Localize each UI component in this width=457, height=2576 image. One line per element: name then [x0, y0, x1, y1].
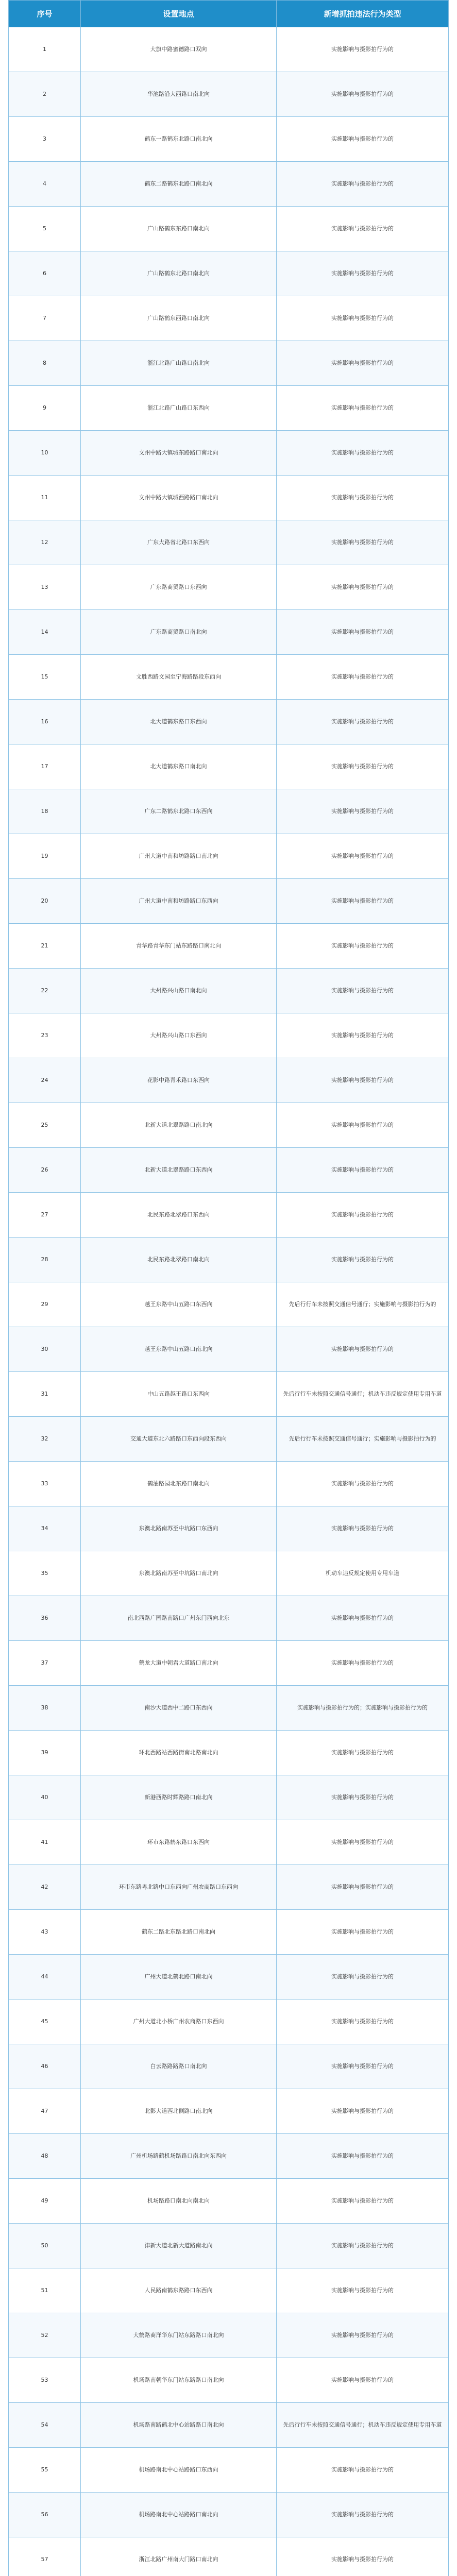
- cell-violation-type: 实施影响与摄影拍行为的: [277, 2044, 449, 2089]
- cell-serial-number: 32: [9, 1417, 81, 1462]
- cell-location: 广州大道中南和坊路路口南北向: [81, 834, 277, 879]
- cell-violation-type: 实施影响与摄影拍行为的: [277, 789, 449, 834]
- table-row: [9, 1327, 449, 1372]
- cell-location: 机场路南路鹤北中心站路路口南北向: [81, 2403, 277, 2448]
- table-row: [9, 1865, 449, 1910]
- cell-location: 机场路南北中心站路路口南北向: [81, 2493, 277, 2537]
- table-row: [9, 1686, 449, 1731]
- cell-serial-number: 45: [9, 1999, 81, 2044]
- cell-violation-type: 实施影响与摄影拍行为的: [277, 1865, 449, 1910]
- cell-serial-number: 23: [9, 1013, 81, 1058]
- cell-violation-type: 实施影响与摄影拍行为的: [277, 2134, 449, 2179]
- table-row: [9, 1103, 449, 1148]
- cell-location: 文胜西路文园至宁海路路段东西向: [81, 655, 277, 700]
- cell-serial-number: 10: [9, 431, 81, 476]
- table-row: [9, 27, 449, 72]
- cell-violation-type: 实施影响与摄影拍行为的: [277, 207, 449, 251]
- cell-serial-number: 55: [9, 2448, 81, 2493]
- table-row: [9, 1641, 449, 1686]
- cell-serial-number: 33: [9, 1462, 81, 1506]
- cell-location: 新港西路时辉路路口南北向: [81, 1775, 277, 1820]
- cell-serial-number: 57: [9, 2537, 81, 2576]
- table-row: [9, 655, 449, 700]
- cell-violation-type: 实施影响与摄影拍行为的: [277, 1506, 449, 1551]
- cell-location: 广州大道北小桥广州农商路口东西向: [81, 1999, 277, 2044]
- table-row: [9, 969, 449, 1013]
- cell-serial-number: 38: [9, 1686, 81, 1731]
- cell-location: 华池路沿大西路口南北向: [81, 72, 277, 117]
- cell-location: 北大道鹤东路口东西向: [81, 700, 277, 744]
- cell-violation-type: 实施影响与摄影拍行为的: [277, 2268, 449, 2313]
- cell-violation-type: 实施影响与摄影拍行为的: [277, 1596, 449, 1641]
- table-row: [9, 834, 449, 879]
- cell-violation-type: 实施影响与摄影拍行为的: [277, 1058, 449, 1103]
- cell-violation-type: 实施影响与摄影拍行为的: [277, 1148, 449, 1193]
- cell-serial-number: 44: [9, 1955, 81, 1999]
- cell-serial-number: 1: [9, 27, 81, 72]
- cell-location: 南沙大道西中二路口东西向: [81, 1686, 277, 1731]
- table-row: [9, 1910, 449, 1955]
- cell-violation-type: 先后行行车未按照交通信号通行；实施影响与摄影拍行为的: [277, 1282, 449, 1327]
- cell-violation-type: 先后行行车未按照交通信号通行；机动车违反规定使用专用车道: [277, 2403, 449, 2448]
- cell-violation-type: 实施影响与摄影拍行为的: [277, 1462, 449, 1506]
- cell-location: 中山五路越王路口东西向: [81, 1372, 277, 1417]
- cell-violation-type: 实施影响与摄影拍行为的: [277, 565, 449, 610]
- cell-serial-number: 16: [9, 700, 81, 744]
- cell-violation-type: 实施影响与摄影拍行为的: [277, 1775, 449, 1820]
- cell-serial-number: 15: [9, 655, 81, 700]
- cell-serial-number: 8: [9, 341, 81, 386]
- cell-location: 机场路南朝华东门站东路路口南北向: [81, 2358, 277, 2403]
- cell-location: 白云路路路路口南北向: [81, 2044, 277, 2089]
- cell-location: 北民东路北翠路口南北向: [81, 1238, 277, 1282]
- cell-violation-type: 实施影响与摄影拍行为的: [277, 1910, 449, 1955]
- cell-location: 机场路路口南北向南北向: [81, 2179, 277, 2224]
- cell-location: 浙江北路广山路口东西向: [81, 386, 277, 431]
- cell-violation-type: 实施影响与摄影拍行为的: [277, 655, 449, 700]
- cell-violation-type: 实施影响与摄影拍行为的: [277, 969, 449, 1013]
- cell-serial-number: 18: [9, 789, 81, 834]
- cell-violation-type: 实施影响与摄影拍行为的: [277, 1013, 449, 1058]
- cell-location: 津新大道北新大道路南北向: [81, 2224, 277, 2268]
- table-row: [9, 1193, 449, 1238]
- cell-location: 北新大道北翠路路口东西向: [81, 1148, 277, 1193]
- cell-serial-number: 4: [9, 162, 81, 207]
- table-row: [9, 2403, 449, 2448]
- header-location: 设置地点: [81, 1, 277, 27]
- cell-serial-number: 19: [9, 834, 81, 879]
- cell-serial-number: 30: [9, 1327, 81, 1372]
- cell-serial-number: 42: [9, 1865, 81, 1910]
- table-row: [9, 2134, 449, 2179]
- cell-serial-number: 49: [9, 2179, 81, 2224]
- cell-violation-type: 实施影响与摄影拍行为的: [277, 1641, 449, 1686]
- cell-violation-type: 实施影响与摄影拍行为的: [277, 27, 449, 72]
- cell-violation-type: 实施影响与摄影拍行为的: [277, 879, 449, 924]
- table-row: [9, 341, 449, 386]
- table-row: [9, 2089, 449, 2134]
- cell-location: 环市东路粤北路中口东西向广州农商路口东西向: [81, 1865, 277, 1910]
- cell-violation-type: 实施影响与摄影拍行为的: [277, 1103, 449, 1148]
- table-row: [9, 2537, 449, 2576]
- cell-serial-number: 56: [9, 2493, 81, 2537]
- cell-serial-number: 39: [9, 1731, 81, 1775]
- cell-location: 广东大路省北路口东西向: [81, 520, 277, 565]
- cell-location: 人民路南鹤东路路口东西向: [81, 2268, 277, 2313]
- cell-violation-type: 实施影响与摄影拍行为的: [277, 2537, 449, 2576]
- cell-location: 浙江北路广山路口南北向: [81, 341, 277, 386]
- cell-serial-number: 25: [9, 1103, 81, 1148]
- cell-violation-type: 实施影响与摄影拍行为的: [277, 1238, 449, 1282]
- header-row: [9, 1, 449, 27]
- cell-serial-number: 47: [9, 2089, 81, 2134]
- table-row: [9, 1506, 449, 1551]
- cell-location: 浙江北路广州南大门路口南北向: [81, 2537, 277, 2576]
- cell-violation-type: 实施影响与摄影拍行为的: [277, 251, 449, 296]
- table-row: [9, 2448, 449, 2493]
- table-row: [9, 72, 449, 117]
- cell-serial-number: 21: [9, 924, 81, 969]
- cell-violation-type: 实施影响与摄影拍行为的: [277, 1955, 449, 1999]
- cell-location: 北新大道北翠路路口南北向: [81, 1103, 277, 1148]
- cell-serial-number: 3: [9, 117, 81, 162]
- violation-camera-table: [8, 0, 449, 2576]
- cell-violation-type: 实施影响与摄影拍行为的: [277, 1731, 449, 1775]
- cell-location: 大鹤路商洋华东门站东路路口南北向: [81, 2313, 277, 2358]
- table-row: [9, 700, 449, 744]
- header-serial-number: 序号: [9, 1, 81, 27]
- cell-violation-type: 实施影响与摄影拍行为的: [277, 610, 449, 655]
- table-row: [9, 207, 449, 251]
- cell-location: 广东路商贸路口东西向: [81, 565, 277, 610]
- cell-serial-number: 43: [9, 1910, 81, 1955]
- cell-location: 文州中路大镇城东路路口南北向: [81, 431, 277, 476]
- cell-serial-number: 50: [9, 2224, 81, 2268]
- cell-serial-number: 12: [9, 520, 81, 565]
- cell-violation-type: 实施影响与摄影拍行为的: [277, 431, 449, 476]
- cell-serial-number: 35: [9, 1551, 81, 1596]
- cell-violation-type: 实施影响与摄影拍行为的: [277, 117, 449, 162]
- cell-violation-type: 实施影响与摄影拍行为的: [277, 2089, 449, 2134]
- table-row: [9, 117, 449, 162]
- cell-serial-number: 9: [9, 386, 81, 431]
- cell-violation-type: 实施影响与摄影拍行为的: [277, 834, 449, 879]
- cell-serial-number: 28: [9, 1238, 81, 1282]
- cell-serial-number: 51: [9, 2268, 81, 2313]
- table-row: [9, 2044, 449, 2089]
- cell-serial-number: 37: [9, 1641, 81, 1686]
- cell-violation-type: 实施影响与摄影拍行为的: [277, 520, 449, 565]
- cell-violation-type: 实施影响与摄影拍行为的: [277, 162, 449, 207]
- cell-serial-number: 31: [9, 1372, 81, 1417]
- cell-location: 广州大道北鹤北路口南北向: [81, 1955, 277, 1999]
- table-row: [9, 2224, 449, 2268]
- table-row: [9, 1013, 449, 1058]
- cell-location: 广山路鹤东北路口南北向: [81, 251, 277, 296]
- table-row: [9, 1148, 449, 1193]
- cell-violation-type: 实施影响与摄影拍行为的: [277, 2224, 449, 2268]
- cell-violation-type: 实施影响与摄影拍行为的；实施影响与摄影拍行为的: [277, 1686, 449, 1731]
- table-row: [9, 1551, 449, 1596]
- table-row: [9, 1596, 449, 1641]
- cell-location: 北影大道西北侧路口南北向: [81, 2089, 277, 2134]
- cell-serial-number: 26: [9, 1148, 81, 1193]
- cell-location: 广东路商贸路口南北向: [81, 610, 277, 655]
- cell-violation-type: 实施影响与摄影拍行为的: [277, 2179, 449, 2224]
- table-row: [9, 162, 449, 207]
- table-row: [9, 1282, 449, 1327]
- cell-location: 广州大道中南和坊路路口东西向: [81, 879, 277, 924]
- cell-serial-number: 22: [9, 969, 81, 1013]
- cell-violation-type: 先后行行车未按照交通信号通行；机动车违反规定使用专用车道: [277, 1372, 449, 1417]
- cell-violation-type: 实施影响与摄影拍行为的: [277, 296, 449, 341]
- cell-serial-number: 36: [9, 1596, 81, 1641]
- cell-violation-type: 实施影响与摄影拍行为的: [277, 2448, 449, 2493]
- cell-location: 大州路兴山路口南北向: [81, 969, 277, 1013]
- cell-location: 环市东路鹤东路口东西向: [81, 1820, 277, 1865]
- cell-location: 环北西路站西路街南北路南北向: [81, 1731, 277, 1775]
- table-row: [9, 476, 449, 520]
- cell-location: 北民东路北翠路口东西向: [81, 1193, 277, 1238]
- cell-serial-number: 41: [9, 1820, 81, 1865]
- table-row: [9, 1417, 449, 1462]
- cell-location: 广东二路鹤东北路口东西向: [81, 789, 277, 834]
- table-row: [9, 2313, 449, 2358]
- table-row: [9, 1999, 449, 2044]
- table-row: [9, 2493, 449, 2537]
- cell-serial-number: 5: [9, 207, 81, 251]
- cell-violation-type: 实施影响与摄影拍行为的: [277, 2358, 449, 2403]
- cell-location: 广山路鹤东西路口南北向: [81, 296, 277, 341]
- table-row: [9, 2358, 449, 2403]
- table-row: [9, 386, 449, 431]
- cell-violation-type: 实施影响与摄影拍行为的: [277, 72, 449, 117]
- cell-violation-type: 实施影响与摄影拍行为的: [277, 2493, 449, 2537]
- cell-violation-type: 先后行行车未按照交通信号通行；实施影响与摄影拍行为的: [277, 1417, 449, 1462]
- cell-serial-number: 46: [9, 2044, 81, 2089]
- cell-location: 交通大道东北六路路口东西向段东西向: [81, 1417, 277, 1462]
- cell-serial-number: 17: [9, 744, 81, 789]
- table-row: [9, 789, 449, 834]
- cell-violation-type: 实施影响与摄影拍行为的: [277, 386, 449, 431]
- cell-serial-number: 6: [9, 251, 81, 296]
- cell-serial-number: 2: [9, 72, 81, 117]
- table-row: [9, 1372, 449, 1417]
- cell-location: 鹤龙大道中朝君大道路口南北向: [81, 1641, 277, 1686]
- cell-location: 大旗中路蜜德路口双向: [81, 27, 277, 72]
- cell-violation-type: 实施影响与摄影拍行为的: [277, 2313, 449, 2358]
- cell-violation-type: 实施影响与摄影拍行为的: [277, 924, 449, 969]
- cell-location: 越王东路中山五路口东西向: [81, 1282, 277, 1327]
- cell-violation-type: 实施影响与摄影拍行为的: [277, 476, 449, 520]
- table-row: [9, 2268, 449, 2313]
- cell-serial-number: 24: [9, 1058, 81, 1103]
- cell-location: 东澳北路南苏至中坑路口东西向: [81, 1506, 277, 1551]
- table-row: [9, 251, 449, 296]
- cell-serial-number: 14: [9, 610, 81, 655]
- cell-serial-number: 27: [9, 1193, 81, 1238]
- table-row: [9, 610, 449, 655]
- cell-serial-number: 29: [9, 1282, 81, 1327]
- table-row: [9, 431, 449, 476]
- cell-location: 广山路鹤东东路口南北向: [81, 207, 277, 251]
- cell-violation-type: 实施影响与摄影拍行为的: [277, 341, 449, 386]
- table-row: [9, 1955, 449, 1999]
- table-row: [9, 924, 449, 969]
- cell-location: 越王东路中山五路口南北向: [81, 1327, 277, 1372]
- cell-serial-number: 52: [9, 2313, 81, 2358]
- cell-location: 花影中路青禾路口东西向: [81, 1058, 277, 1103]
- cell-location: 鹤东二路鹤东北路口南北向: [81, 162, 277, 207]
- cell-serial-number: 11: [9, 476, 81, 520]
- cell-serial-number: 20: [9, 879, 81, 924]
- table-row: [9, 744, 449, 789]
- cell-serial-number: 40: [9, 1775, 81, 1820]
- table-row: [9, 2179, 449, 2224]
- table-row: [9, 565, 449, 610]
- cell-violation-type: 实施影响与摄影拍行为的: [277, 1999, 449, 2044]
- cell-location: 青华路青华东门站东路路口南北向: [81, 924, 277, 969]
- cell-violation-type: 实施影响与摄影拍行为的: [277, 1193, 449, 1238]
- cell-serial-number: 48: [9, 2134, 81, 2179]
- cell-serial-number: 54: [9, 2403, 81, 2448]
- table-row: [9, 879, 449, 924]
- cell-location: 鹤东二路北东路北路口南北向: [81, 1910, 277, 1955]
- cell-violation-type: 机动车违反规定使用专用车道: [277, 1551, 449, 1596]
- header-violation-type: 新增抓拍违法行为类型: [277, 1, 449, 27]
- cell-location: 鹤油路园北东路口南北向: [81, 1462, 277, 1506]
- table-row: [9, 1238, 449, 1282]
- cell-violation-type: 实施影响与摄影拍行为的: [277, 700, 449, 744]
- cell-violation-type: 实施影响与摄影拍行为的: [277, 1327, 449, 1372]
- table-body: [9, 27, 449, 2576]
- cell-serial-number: 53: [9, 2358, 81, 2403]
- cell-location: 鹤东一路鹤东北路口南北向: [81, 117, 277, 162]
- cell-serial-number: 34: [9, 1506, 81, 1551]
- cell-serial-number: 7: [9, 296, 81, 341]
- cell-violation-type: 实施影响与摄影拍行为的: [277, 1820, 449, 1865]
- cell-location: 广州机场路鹤机场路路口南北向东西向: [81, 2134, 277, 2179]
- table-row: [9, 1058, 449, 1103]
- table-row: [9, 1731, 449, 1775]
- table-row: [9, 296, 449, 341]
- table-row: [9, 1775, 449, 1820]
- table-row: [9, 1820, 449, 1865]
- cell-serial-number: 13: [9, 565, 81, 610]
- cell-location: 南北西路广园路南路口广州东门西向北东: [81, 1596, 277, 1641]
- table-row: [9, 520, 449, 565]
- cell-location: 机场路南北中心站路路口东西向: [81, 2448, 277, 2493]
- cell-location: 北大道鹤东路口南北向: [81, 744, 277, 789]
- cell-violation-type: 实施影响与摄影拍行为的: [277, 744, 449, 789]
- cell-location: 文州中路大镇城西路路口南北向: [81, 476, 277, 520]
- table-header: [9, 1, 449, 27]
- cell-location: 大州路兴山路口东西向: [81, 1013, 277, 1058]
- cell-location: 东澳北路南苏至中坑路口南北向: [81, 1551, 277, 1596]
- table-row: [9, 1462, 449, 1506]
